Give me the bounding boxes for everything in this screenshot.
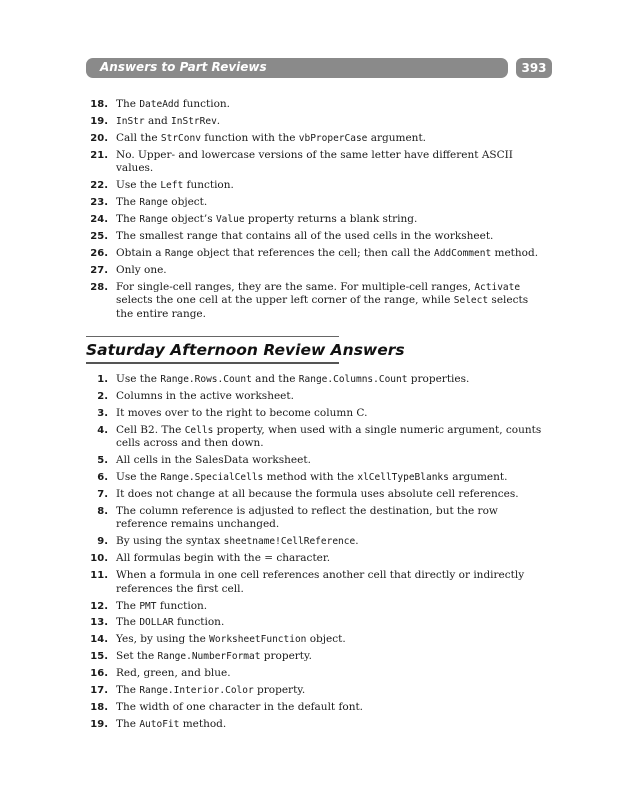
answer-text: For single-cell ranges, they are the same. For multiple-cell ranges, xyxy=(116,280,475,293)
answer-text: and the xyxy=(251,373,299,385)
code-term: sheetname!CellReference xyxy=(223,536,356,548)
answer-text: Obtain a xyxy=(116,246,165,259)
answer-item xyxy=(86,247,542,261)
answer-number: 24. xyxy=(90,213,108,225)
code-term: AddComment xyxy=(433,247,492,259)
code-term: WorksheetFunction xyxy=(209,634,307,646)
code-term: PMT xyxy=(139,600,157,612)
answer-item xyxy=(86,535,542,549)
code-term: DateAdd xyxy=(139,99,180,110)
answer-text: and xyxy=(144,114,172,127)
answer-text: method. xyxy=(179,717,227,730)
answer-text: When a formula in one cell references another cell that directly or indirectly references the first cell. xyxy=(116,569,525,595)
answer-text: property returns a blank string. xyxy=(244,212,418,225)
answer-number: 17. xyxy=(90,685,108,697)
answer-text: Red, green, and blue. xyxy=(116,667,231,680)
answer-text: By using the syntax xyxy=(116,535,224,548)
answer-item xyxy=(86,390,542,404)
answer-text: The xyxy=(116,212,140,225)
answer-number: 20. xyxy=(90,132,108,144)
code-term: Range.SpecialCells xyxy=(160,472,264,484)
code-term: Range xyxy=(139,197,168,209)
answer-number: 12. xyxy=(90,600,108,612)
code-term: Range.Interior.Color xyxy=(139,685,254,697)
answer-text: Only one. xyxy=(116,263,167,276)
code-term: Range.NumberFormat xyxy=(157,651,261,663)
answer-text: selects the entire range. xyxy=(116,294,529,320)
answer-number: 23. xyxy=(90,197,108,209)
answer-number: 15. xyxy=(90,651,108,663)
answer-item xyxy=(86,149,542,176)
code-term: Select xyxy=(453,295,489,307)
answer-text: The xyxy=(116,98,140,110)
answer-text: Use the xyxy=(116,179,161,192)
answer-text: Set the xyxy=(116,650,158,663)
answer-text: object. xyxy=(167,196,208,209)
answer-text: Columns in the active worksheet. xyxy=(116,389,294,402)
code-term: InStrRev xyxy=(171,115,217,127)
answer-item xyxy=(86,471,542,485)
page-number: 393 xyxy=(521,61,547,75)
answer-number: 1. xyxy=(97,374,108,385)
answer-number: 9. xyxy=(97,536,108,548)
answer-text: Cell B2. The xyxy=(116,423,185,436)
page-number-badge xyxy=(516,58,552,78)
answer-item xyxy=(86,407,542,421)
answer-text: method with the xyxy=(263,471,358,484)
answer-text: Call the xyxy=(116,131,161,144)
answer-item xyxy=(86,98,542,112)
answer-text: The column reference is adjusted to reflect the destination, but the row reference remains unchanged. xyxy=(116,504,498,531)
answer-text: function with the xyxy=(200,131,299,144)
code-term: Cells xyxy=(184,424,214,436)
code-term: Range.Columns.Count xyxy=(298,374,408,385)
answer-text: object’s xyxy=(167,212,216,225)
answer-item xyxy=(86,667,542,681)
answer-item xyxy=(86,633,542,647)
answer-number: 5. xyxy=(97,455,108,467)
code-term: Range xyxy=(139,213,168,225)
answer-number: 3. xyxy=(97,407,108,419)
code-term: Left xyxy=(160,180,184,192)
answer-text: The width of one character in the default font. xyxy=(116,700,364,713)
answer-item xyxy=(86,454,542,468)
answer-text: All formulas begin with the = character. xyxy=(116,552,331,565)
answer-number: 22. xyxy=(90,180,108,192)
answer-text: argument. xyxy=(367,131,426,144)
answer-item xyxy=(86,650,542,664)
answer-text: The xyxy=(116,684,140,697)
answer-item xyxy=(86,424,542,451)
saturday-answers-list xyxy=(86,373,542,735)
answer-text: selects the one cell at the upper left corner of the range, while xyxy=(116,294,454,307)
answer-number: 7. xyxy=(97,488,108,500)
answer-number: 27. xyxy=(90,264,108,276)
answer-number: 18. xyxy=(90,99,108,110)
section-rule-top xyxy=(86,336,339,337)
answer-item xyxy=(86,569,542,596)
answer-item xyxy=(86,213,542,227)
answer-number: 11. xyxy=(90,570,108,582)
answer-text: . xyxy=(355,535,359,548)
answer-text: function. xyxy=(179,98,231,110)
answer-item xyxy=(86,373,542,387)
section-rule-bottom xyxy=(86,362,339,364)
answer-text: No. Upper- and lowercase versions of the same letter have different ASCII values. xyxy=(116,148,513,175)
answer-item xyxy=(86,196,542,210)
answer-text: argument. xyxy=(448,471,508,484)
answer-number: 4. xyxy=(97,424,108,436)
answer-text: property. xyxy=(260,650,312,663)
answer-text: All cells in the SalesData worksheet. xyxy=(116,454,311,467)
answer-text: object that references the cell; then call the xyxy=(193,246,434,259)
answer-number: 25. xyxy=(90,230,108,242)
answer-item xyxy=(86,230,542,244)
answer-number: 19. xyxy=(90,115,108,127)
answer-text: properties. xyxy=(407,373,470,385)
answer-text: The xyxy=(116,616,140,629)
answer-text: function. xyxy=(156,599,208,612)
code-term: StrConv xyxy=(160,132,201,144)
answer-number: 19. xyxy=(90,718,108,730)
part-review-answers-list xyxy=(86,98,542,325)
answer-number: 2. xyxy=(97,390,108,402)
answer-text: The xyxy=(116,717,140,730)
answer-number: 10. xyxy=(90,553,108,565)
answer-number: 18. xyxy=(90,701,108,713)
section-heading: Saturday Afternoon Review Answers xyxy=(86,341,405,359)
code-term: vbProperCase xyxy=(298,132,368,144)
code-term: DOLLAR xyxy=(139,617,174,629)
code-term: Activate xyxy=(474,281,521,293)
code-term: InStr xyxy=(116,115,145,127)
answer-text: The xyxy=(116,196,140,209)
answer-item xyxy=(86,600,542,614)
answer-item xyxy=(86,281,542,322)
answer-text: function. xyxy=(173,616,225,629)
answer-text: . xyxy=(216,114,221,127)
answer-item xyxy=(86,552,542,566)
code-term: xlCellTypeBlanks xyxy=(357,472,449,484)
answer-item xyxy=(86,718,542,732)
answer-text: Yes, by using the xyxy=(116,633,210,646)
answer-item xyxy=(86,132,542,146)
answer-number: 14. xyxy=(90,634,108,646)
answer-text: object. xyxy=(306,633,346,646)
answer-text: Use the xyxy=(116,471,161,484)
code-term: Range xyxy=(164,247,194,259)
answer-text: It does not change at all because the formula uses absolute cell references. xyxy=(116,487,519,500)
answer-text: It moves over to the right to become column C. xyxy=(116,406,368,419)
answer-number: 13. xyxy=(90,617,108,629)
answer-text: method. xyxy=(491,246,539,259)
answer-text: function. xyxy=(183,179,234,192)
answer-item xyxy=(86,264,542,278)
running-header-title: Answers to Part Reviews xyxy=(100,60,267,74)
answer-number: 8. xyxy=(97,505,108,517)
answer-item xyxy=(86,701,542,715)
code-term: Value xyxy=(215,213,245,225)
answer-item xyxy=(86,684,542,698)
code-term: AutoFit xyxy=(139,718,180,730)
answer-number: 26. xyxy=(90,247,108,259)
answer-text: property, when used with a single numeric argument, counts cells across and then down. xyxy=(116,423,542,450)
answer-item xyxy=(86,616,542,630)
answer-item xyxy=(86,115,542,129)
answer-number: 6. xyxy=(97,472,108,484)
answer-number: 16. xyxy=(90,668,108,680)
code-term: Range.Rows.Count xyxy=(160,374,252,385)
answer-text: The xyxy=(116,599,140,612)
answer-item xyxy=(86,505,542,532)
answer-number: 28. xyxy=(90,281,108,293)
answer-number: 21. xyxy=(90,149,108,161)
answer-text: The smallest range that contains all of the used cells in the worksheet. xyxy=(116,229,494,242)
answer-item xyxy=(86,179,542,193)
answer-text: property. xyxy=(253,684,306,697)
answer-item xyxy=(86,488,542,502)
answer-text: Use the xyxy=(116,373,161,385)
running-header-bar xyxy=(86,58,508,78)
